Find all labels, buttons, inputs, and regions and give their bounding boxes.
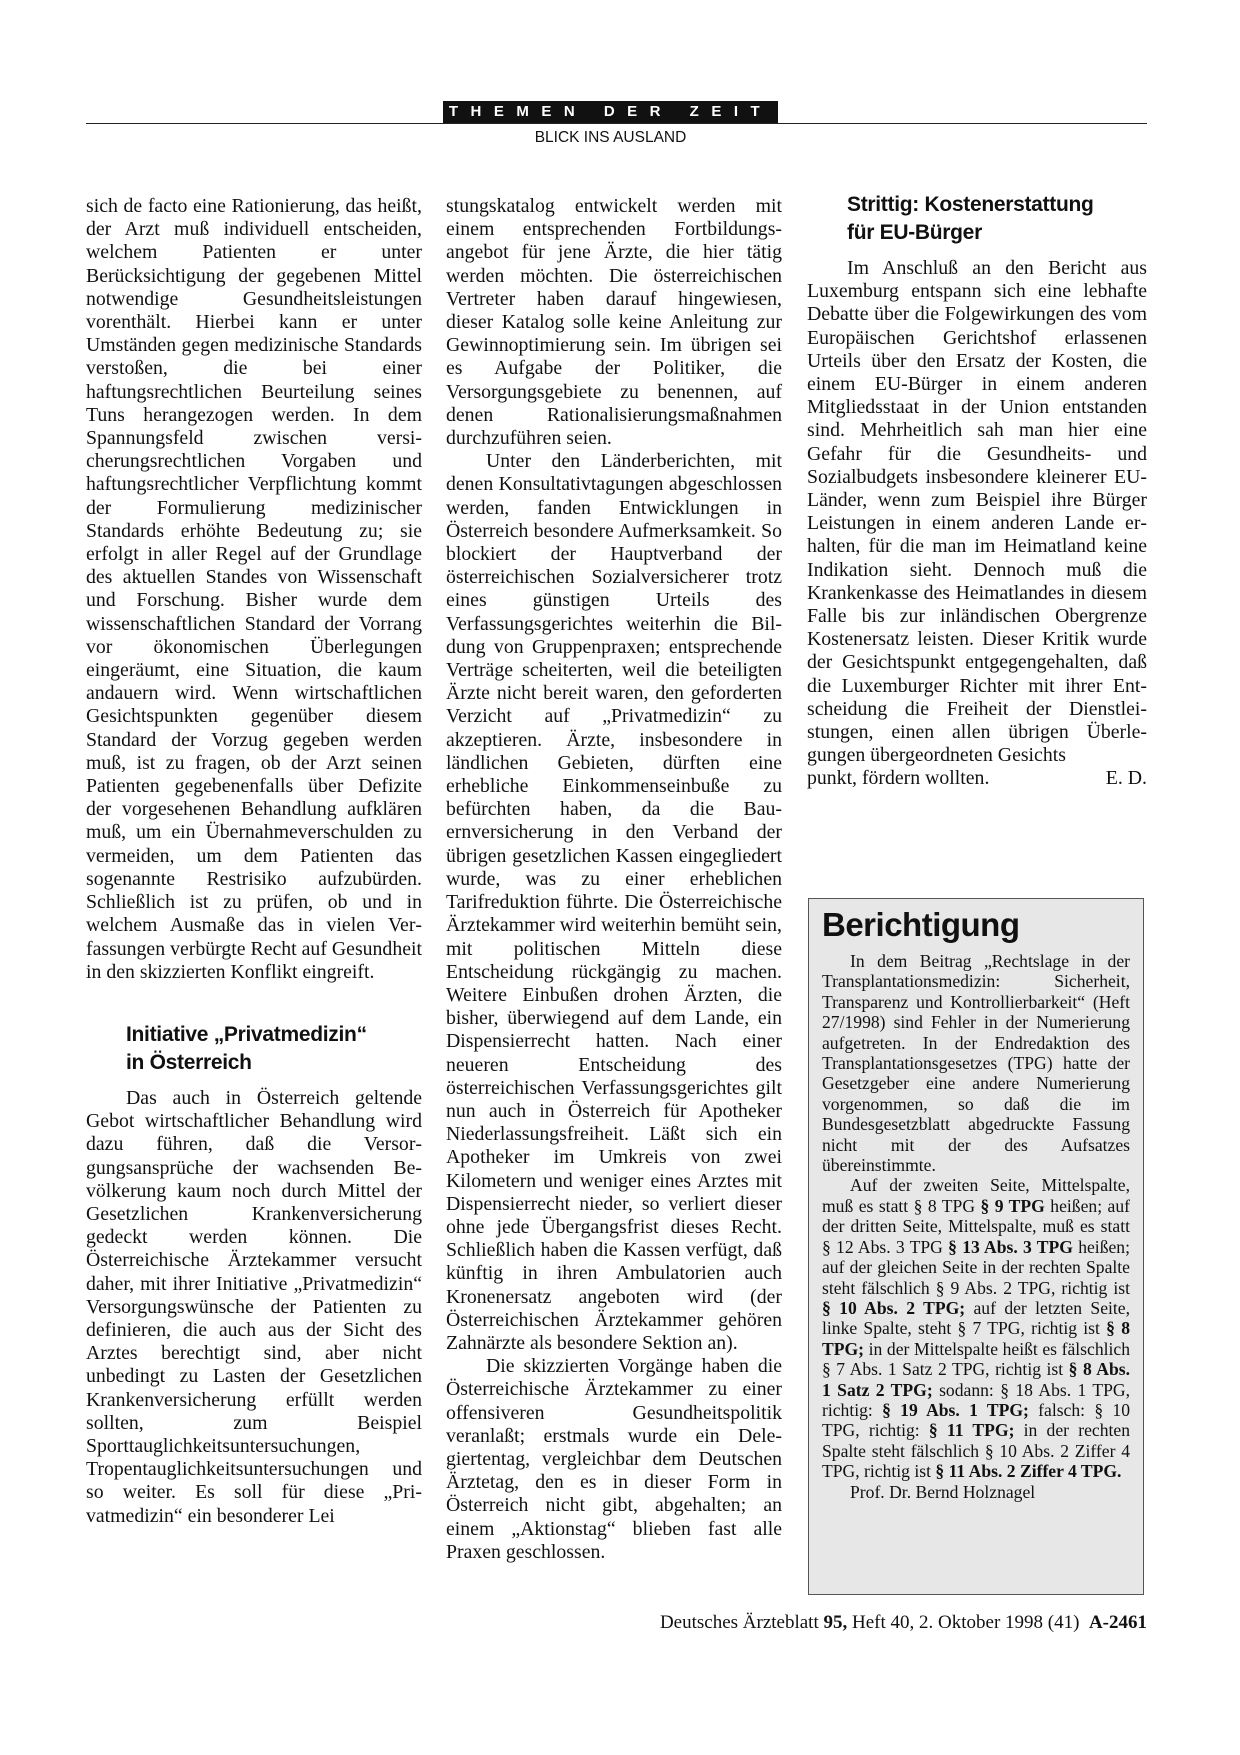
paragraph: stungskatalog entwickelt werden mit einem entsprechenden Fortbildungsangebot für jene Ärzte, die hier tätig werden möchten. Die österreichischen Vertreter haben darauf hingewiesen, dieser Katalog solle keine Anleitung zur Gewinnoptimierung sein. Im übrigen sei es Aufgabe der Politiker, die Versorgungsgebiete zu benennen, auf denen Rationalisierungsmaßnahmen durchzuführen seien.: [446, 195, 782, 450]
issue-date: Heft 40, 2. Oktober 1998 (41): [852, 1612, 1080, 1633]
journal-name: Deutsches Ärzteblatt: [659, 1612, 819, 1633]
text-run-bold: § 19 Abs. 1 TPG;: [882, 1399, 1029, 1420]
text-run: Auf der zweiten Seite, Mittelspalte, muß es statt § 8 TPG: [822, 1175, 1130, 1216]
header-rule: [86, 123, 1147, 124]
paragraph: Das auch in Österreich geltende Gebot wirtschaftlicher Behandlung wird dazu führen, daß die Versorgungsansprüche der wachsenden Bevölkerung kaum noch durch Mittel der Gesetzlichen Krankenversicherung gedeckt werden können. Die Österreichische Ärztekammer versucht daher, mit ihrer Initiative „Privatmedizin“ Versorgungswünsche der Patienten zu definieren, die auch aus der Sicht des Arztes berechtigt sind, aber nicht unbedingt zu Lasten der Gesetzlichen Krankenversicherung erfüllt werden sollten, zum Beispiel Sporttauglichkeitsuntersuchungen, Tropentauglichkeitsuntersuchungen und so weiter. Es soll für diese „Privatmedizin“ ein besonderer Lei: [86, 1086, 422, 1527]
section-header-band: [443, 101, 778, 123]
text-run-bold: § 13 Abs. 3 TPG: [948, 1236, 1073, 1257]
paragraph: Die skizzierten Vorgänge haben die Österreichische Ärztekammer zu einer offensiveren Gesundheitspolitik veranlaßt; erstmals wurde ein Delegiertentag, vergleichbar dem Deutschen Ärztetag, den es in dieser Form in Österreich nicht gibt, abgehalten; an einem „Aktionstag“ blieben fast alle Praxen geschlossen.: [446, 1355, 782, 1563]
text-run-bold: § 9 TPG: [980, 1195, 1045, 1216]
text-run: heißen; auf der gleichen Seite in der rechten Spalte steht fälschlich § 9 Abs. 2 TPG, richtig ist: [822, 1236, 1130, 1298]
subheading-line: Initiative „Privatmedizin“: [126, 1022, 367, 1046]
paragraph: Unter den Länderberichten, mit denen Konsultativtagungen abgeschlossen werden, fanden Entwicklungen in Österreich besondere Aufmerksamkeit. So blockiert der Hauptverband der österreichischen Sozialversicherer trotz eines günstigen Urteils des Verfassungsgerichtes weiterhin die Bildung von Gruppenpraxen; entsprechende Verträge scheiterten, weil die beteiligten Ärzte nicht bereit waren, den geforderten Verzicht auf „Privatmedizin“ zu akzeptieren. Ärzte, insbesondere in ländlichen Gebieten, dürften eine erhebliche Einkommenseinbuße zu befürchten haben, da die Bauernversicherung in den Verband der übrigen gesetzlichen Kassen eingegliedert wurde, was zu einer erheblichen Tarifreduktion führte. Die Österreichische Ärztekammer wird weiterhin bemüht sein, mit politischen Mitteln diese Entscheidung rückgängig zu machen. Weitere Einbußen drohen Ärzten, die bisher, überwiegend auf dem Lande, ein Dispensierrecht hatten. Nach einer neueren Entscheidung des österreichischen Verfassungsgerichtes gilt nun auch in Österreich für Apotheker Niederlassungsfreiheit. Läßt sich ein Apotheker im Umkreis von zwei Kilometern und weniger eines Arztes mit Dispensierrecht nieder, so verliert dieser ohne jede Übergangsfrist dieses Recht. Schließlich haben die Kassen verfügt, daß künftig in ihren Ambulatorien auch Kronenersatz angeboten wird (der Österreichischen Ärztekammer gehören Zahnärzte als besondere Sektion an).: [446, 450, 782, 1354]
closing-text: punkt, fördern wollten.: [807, 767, 990, 790]
text-run-bold: § 10 Abs. 2 TPG;: [822, 1297, 966, 1318]
text-run: auf der letzten Seite, linke Spalte, steht § 7 TPG, richtig ist: [822, 1297, 1130, 1339]
subheading-kostenerstattung: [807, 191, 1147, 247]
correction-title: Berichtigung: [822, 906, 1020, 943]
article-column-1: [86, 195, 422, 1528]
article-column-3: [807, 195, 1147, 791]
page-number: A-2461: [1088, 1612, 1147, 1633]
text-run: in der Mittelspalte heißt es fälschlich § 7 Abs. 1 Satz 2 TPG, richtig ist: [822, 1338, 1130, 1380]
correction-box: [808, 898, 1144, 1595]
subheading-line: für EU-Bürger: [847, 221, 982, 244]
correction-paragraph: [822, 1175, 1130, 1481]
correction-paragraph: In dem Beitrag „Rechtslage in der Transplantationsmedizin: Sicherheit, Transparenz und Kontrollierbarkeit“ (Heft 27/1998) sind Fehler in der Numerierung aufgetreten. In der Endredaktion des Transplantationsgesetzes (TPG) hatte der Gesetzgeber eine andere Numerierung vorgenommen, so daß die im Bundesgesetzblatt abgedruckte Fassung nicht mit der des Aufsatzes übereinstimmte.: [822, 951, 1130, 1176]
journal-volume: 95,: [823, 1612, 848, 1633]
text-run-bold: § 8 TPG;: [822, 1318, 1130, 1359]
text-run-bold: § 11 TPG;: [928, 1420, 1015, 1441]
paragraph: sich de facto eine Rationierung, das heißt, der Arzt muß individuell entscheiden, welchem Patienten er unter Berücksichtigung der gegebenen Mittel notwendige Gesundheitsleistungen vorenthält. Hierbei kann er unter Umständen gegen medizinische Standards verstoßen, die bei einer haftungsrechtlichen Beurteilung seines Tuns herangezogen werden. In dem Spannungsfeld zwischen versicherungsrechtlichen Vorgaben und haftungsrechtlicher Verpflichtung kommt der Formulierung medizinischer Standards erhöhte Bedeutung zu; sie erfolgt in aller Regel auf der Grundlage des aktuellen Standes von Wissenschaft und Forschung. Bisher wurde dem wissenschaftlichen Standard der Vorrang vor ökonomischen Überlegungen eingeräumt, eine Situation, die kaum andauern wird. Wenn wirtschaftlichen Gesichtspunkten gegenüber diesem Standard der Vorzug gegeben werden muß, ist zu fragen, ob der Arzt seinen Patienten gegebenenfalls über Defizite der vorgesehenen Behandlung aufklären muß, um ein Übernahmeverschulden zu vermeiden, um dem Patienten das sogenannte Restrisiko aufzubürden. Schließlich ist zu prüfen, ob und in welchem Ausmaße das in vielen Verfassungen verbürgte Recht auf Gesundheit in den skizzierten Konflikt eingreift.: [86, 195, 422, 983]
subheading-line: in Österreich: [126, 1050, 252, 1074]
text-run-bold: § 8 Abs. 1 Satz 2 TPG;: [822, 1359, 1131, 1400]
subsection-title: BLICK INS AUSLAND: [534, 129, 687, 146]
text-run: in der rechten Spalte steht fälschlich § 10 Abs. 2 Ziffer 4 TPG, richtig ist: [822, 1420, 1130, 1482]
correction-signature: Prof. Dr. Bernd Holznagel: [850, 1481, 1036, 1502]
paragraph: Im Anschluß an den Bericht aus Luxemburg entspann sich eine lebhafte Debatte über die Folgewirkungen des vom Europäischen Gerichtshof erlassenen Urteils über den Ersatz der Kosten, die einem EU-Bürger in einem anderen Mitgliedsstaat in der Union entstanden sind. Mehrheitlich sah man hier eine Gefahr für die Gesundheits- und Sozialbudgets insbesondere kleinerer EU-Länder, wenn zum Beispiel ihre Bürger Leistungen in einem anderen Lande erhalten, für die man im Heimatland keine Indikation sieht. Dennoch muß die Krankenkasse des Heimatlandes in diesem Falle bis zur inländischen Obergrenze Kostenersatz leisten. Dieser Kritik wurde der Gesichtspunkt entgegengehalten, daß die Luxemburger Richter mit ihrer Entscheidung die Freiheit der Dienstleistungen, einen allen übrigen Überlegungen übergeordneten Gesichts: [807, 257, 1147, 767]
closing-line: [807, 767, 1147, 790]
text-run-bold: § 11 Abs. 2 Ziffer 4 TPG.: [935, 1461, 1122, 1482]
text-run: falsch: § 10 TPG, richtig:: [822, 1399, 1130, 1441]
text-run: heißen; auf der dritten Seite, Mittelspalte, muß es statt § 12 Abs. 3 TPG: [822, 1195, 1130, 1257]
article-column-2: [446, 195, 782, 1564]
author-initials: E. D.: [1105, 767, 1147, 790]
section-title: THEMEN DER ZEIT: [448, 103, 773, 120]
page-footer: [660, 1611, 1147, 1635]
subheading-privatmedizin: [86, 1021, 422, 1077]
text-run: sodann: § 18 Abs. 1 TPG, richtig:: [822, 1379, 1131, 1420]
subheading-line: Strittig: Kostenerstattung: [847, 193, 1094, 216]
